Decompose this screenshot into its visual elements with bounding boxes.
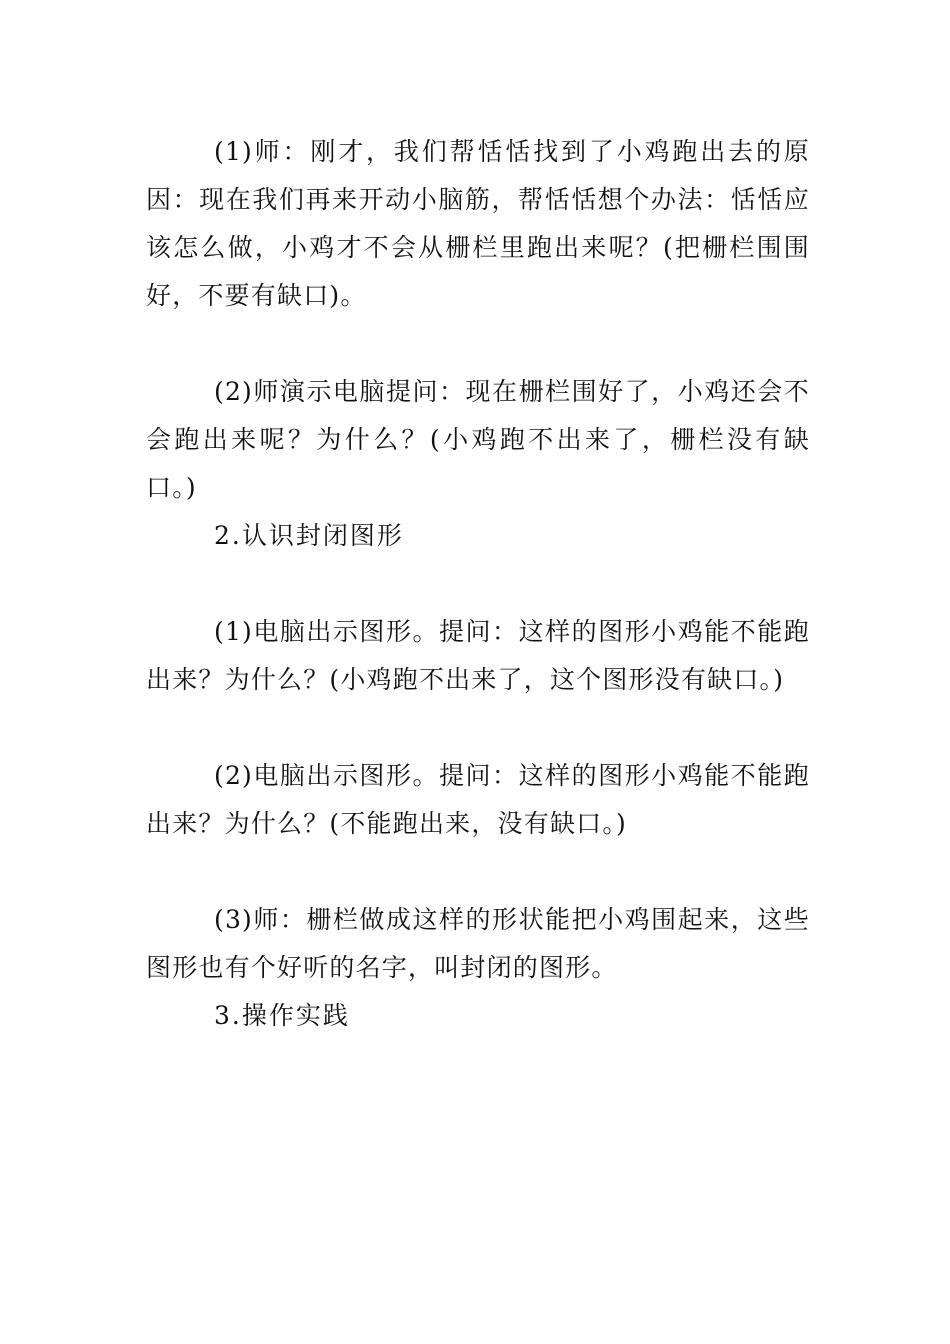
paragraph-shape-question-2: (2)电脑出示图形。提问：这样的图形小鸡能不能跑出来？为什么？(不能跑出来，没有缺口。) xyxy=(146,761,810,838)
paragraph-teacher-fence-question: (1)师：刚才，我们帮恬恬找到了小鸡跑出去的原因：现在我们再来开动小脑筋，帮恬恬想个办法：恬恬应该怎么做，小鸡才不会从栅栏里跑出来呢？(把栅栏围围好，不要有缺口)。 xyxy=(146,137,810,310)
paragraph-computer-demo-question: (2)师演示电脑提问：现在栅栏围好了，小鸡还会不会跑出来呢？为什么？(小鸡跑不出来了，栅栏没有缺口。) xyxy=(146,377,810,502)
section-heading-practice: 3.操作实践 xyxy=(214,1001,350,1030)
paragraph-shape-question-1: (1)电脑出示图形。提问：这样的图形小鸡能不能跑出来？为什么？(小鸡跑不出来了，这个图形没有缺口。) xyxy=(146,617,810,694)
section-heading-closed-shapes: 2.认识封闭图形 xyxy=(214,521,404,550)
paragraph-closed-shape-definition: (3)师：栅栏做成这样的形状能把小鸡围起来，这些图形也有个好听的名字，叫封闭的图形。 xyxy=(146,905,810,982)
document-body xyxy=(146,128,810,1040)
